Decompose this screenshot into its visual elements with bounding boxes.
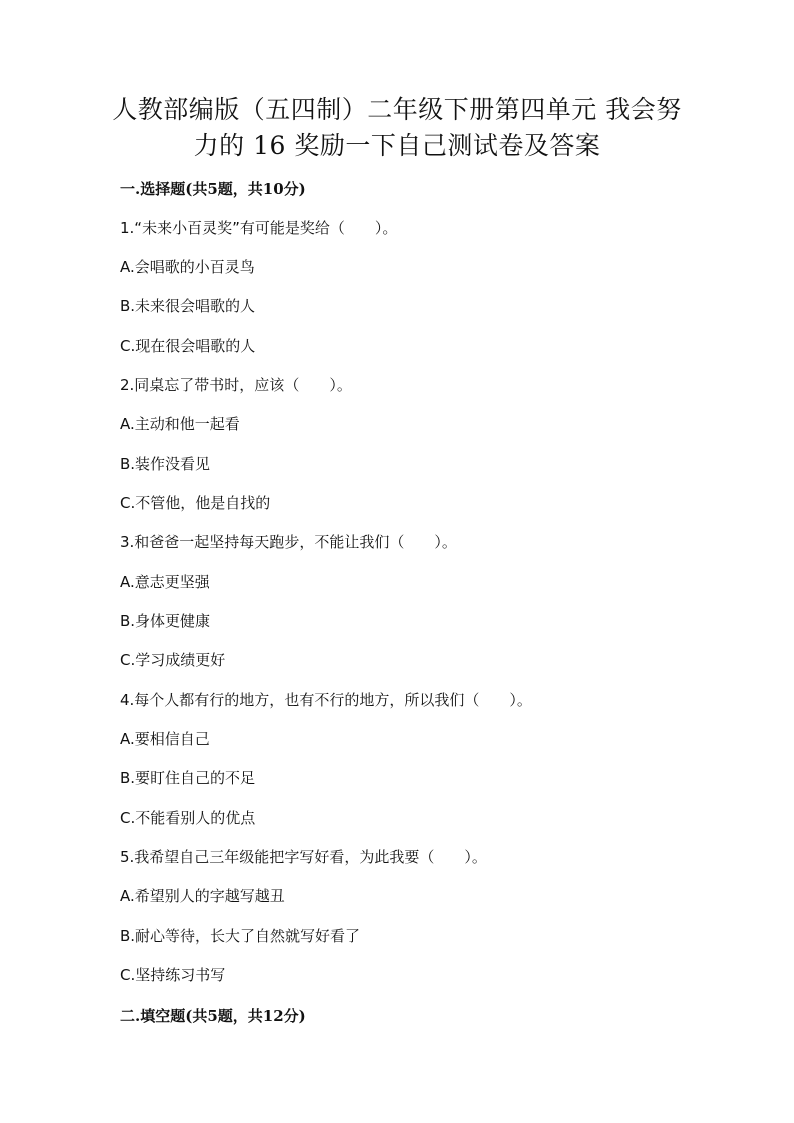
title-line-1: 人教部编版（五四制）二年级下册第四单元 我会努 bbox=[112, 95, 682, 124]
question-3-option-a: A.意志更坚强 bbox=[120, 573, 210, 591]
section-heading-fill-blank: 二.填空题(共5题，共12分) bbox=[120, 1007, 306, 1025]
page-title bbox=[90, 92, 704, 164]
question-1-option-b: B.未来很会唱歌的人 bbox=[120, 297, 256, 315]
question-5-option-c: C.坚持练习书写 bbox=[120, 966, 226, 984]
question-1: 1.“未来小百灵奖”有可能是奖给（ ）。 bbox=[120, 219, 398, 237]
question-1-option-c: C.现在很会唱歌的人 bbox=[120, 337, 256, 355]
question-5-option-a: A.希望别人的字越写越丑 bbox=[120, 887, 285, 905]
question-5-option-b: B.耐心等待，长大了自然就写好看了 bbox=[120, 927, 361, 945]
question-3-option-b: B.身体更健康 bbox=[120, 612, 211, 630]
question-2-option-a: A.主动和他一起看 bbox=[120, 415, 240, 433]
title-line-2: 力的 16 奖励一下自己测试卷及答案 bbox=[193, 131, 601, 160]
question-5: 5.我希望自己三年级能把字写好看，为此我要（ ）。 bbox=[120, 848, 487, 866]
question-2: 2.同桌忘了带书时，应该（ ）。 bbox=[120, 376, 352, 394]
question-4-option-a: A.要相信自己 bbox=[120, 730, 210, 748]
question-2-option-b: B.装作没看见 bbox=[120, 455, 211, 473]
question-4: 4.每个人都有行的地方，也有不行的地方，所以我们（ ）。 bbox=[120, 691, 532, 709]
question-1-option-a: A.会唱歌的小百灵鸟 bbox=[120, 258, 255, 276]
section-heading-choice: 一.选择题(共5题，共10分) bbox=[120, 180, 306, 198]
question-4-option-c: C.不能看别人的优点 bbox=[120, 809, 256, 827]
question-3-option-c: C.学习成绩更好 bbox=[120, 651, 226, 669]
question-2-option-c: C.不管他，他是自找的 bbox=[120, 494, 271, 512]
question-4-option-b: B.要盯住自己的不足 bbox=[120, 769, 256, 787]
question-3: 3.和爸爸一起坚持每天跑步，不能让我们（ ）。 bbox=[120, 533, 457, 551]
